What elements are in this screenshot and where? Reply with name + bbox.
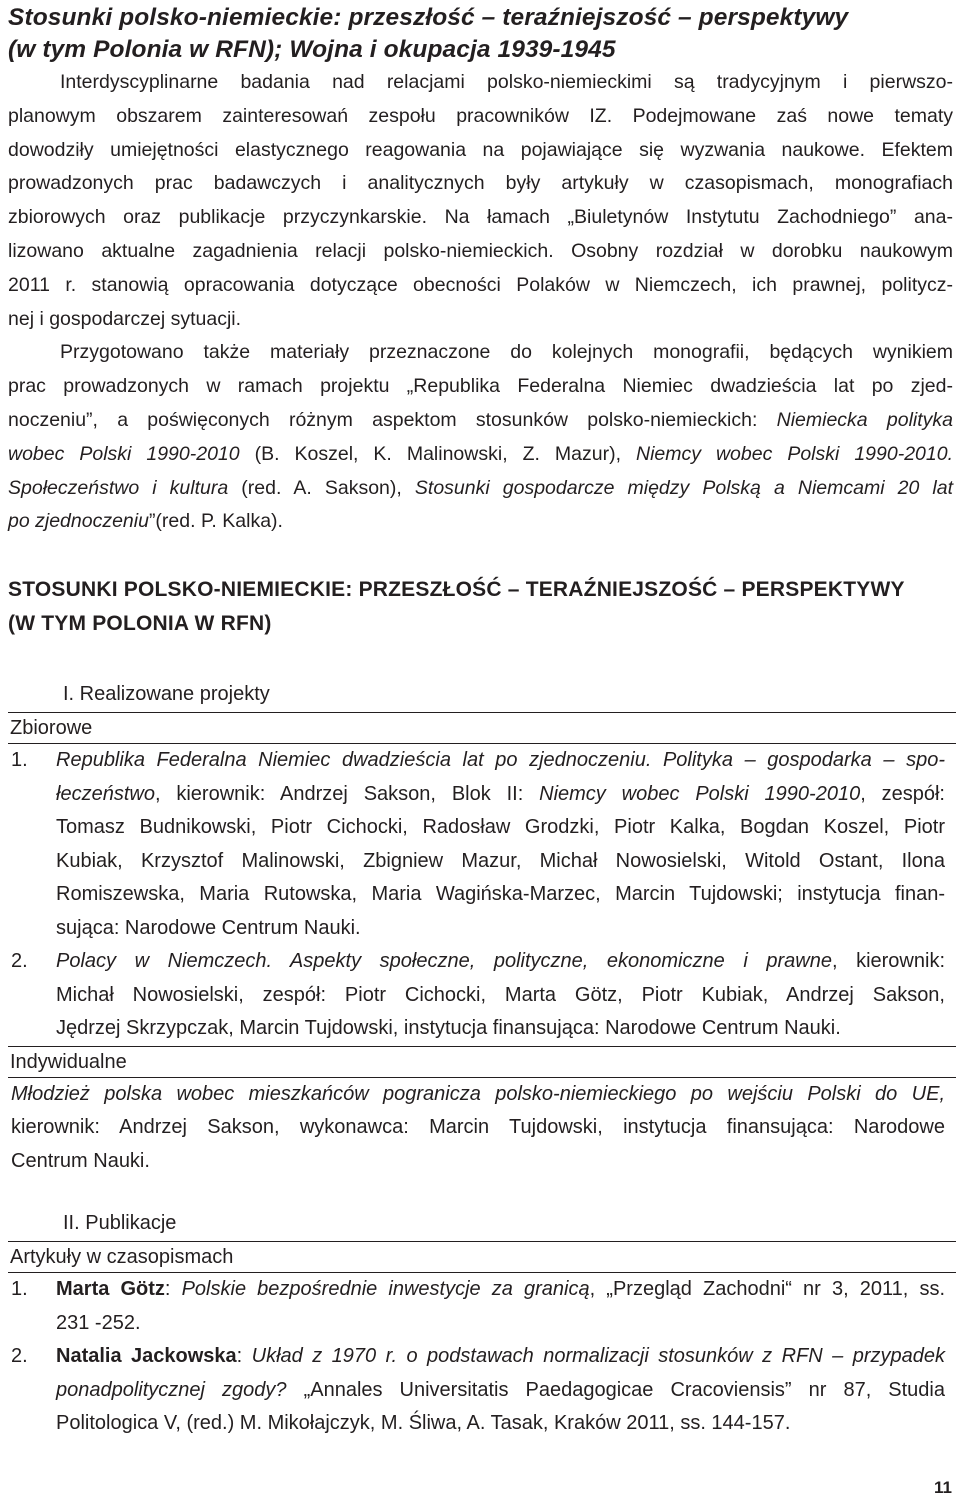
text-line [56, 1374, 945, 1408]
article-title: Układ z 1970 r. o podstawach normalizacji stosunków z RFN – przypadek [251, 1345, 945, 1368]
page-number: 11 [934, 1478, 952, 1497]
block-title: Niemcy wobec Polski 1990-2010 [539, 782, 861, 805]
text-line: Jędrzej Skrzypczak, Marcin Tujdowski, instytucja finansująca: Narodowe Centrum Nauki. [56, 1017, 841, 1040]
text-line: Interdyscyplinarne badania nad relacjami polsko-niemieckimi są tradycyjnym i pierwszo- [60, 71, 953, 93]
text-line: nej i gospodarczej sytuacji. [8, 307, 242, 330]
text-run: (B. Koszel, K. Malinowski, Z. Mazur), [239, 442, 636, 465]
text-line: Politologica V, (red.) M. Mikołajczyk, M. Śliwa, A. Tasak, Kraków 2011, ss. 144-157. [56, 1412, 791, 1435]
text-run: : [236, 1345, 252, 1368]
author-name: Natalia Jackowska [56, 1345, 237, 1368]
text-run: , kierownik: [831, 950, 946, 973]
text-line: Tomasz Budnikowski, Piotr Cichocki, Radosław Grodzki, Piotr Kalka, Bogdan Koszel, Piotr [56, 816, 945, 839]
text-line: sująca: Narodowe Centrum Nauki. [56, 916, 361, 939]
item-number: 1. [11, 1278, 28, 1301]
item-number: 2. [11, 950, 28, 973]
projects-heading: I. Realizowane projekty [63, 683, 270, 706]
text-line [8, 404, 953, 438]
section-heading [8, 573, 953, 641]
page-title [8, 2, 953, 66]
book-title: Społeczeństwo i kultura [8, 476, 229, 499]
collective-projects-label: Zbiorowe [8, 712, 956, 744]
text-line: 231 -252. [56, 1311, 141, 1334]
text-line [56, 744, 945, 778]
articles-label: Artykuły w czasopismach [8, 1241, 956, 1273]
title-line-2: (w tym Polonia w RFN); Wojna i okupacja 1939-1945 [8, 36, 616, 63]
text-line [56, 778, 945, 812]
text-run: , zespół: [860, 782, 945, 805]
individual-projects-label: Indywidualne [8, 1046, 956, 1078]
text-run: „Annales Universitatis Paedagogicae Cracoviensis” nr 87, Studia [286, 1378, 945, 1401]
item-number: 1. [11, 749, 28, 772]
text-line: dowodziły umiejętności elastycznego reagowania na pojawiające się wyzwania naukowe. Efektem [8, 138, 953, 161]
book-title: Niemiecka polityka [776, 408, 953, 431]
article-title: ponadpolitycznej zgody? [56, 1378, 287, 1401]
text-run: ”(red. P. Kalka). [148, 510, 283, 533]
text-run: noczeniu”, a poświęconych różnym aspektom stosunków polsko-niemieckich: [8, 408, 777, 431]
text-run: , kierownik: Andrzej Sakson, Blok II: [154, 782, 540, 805]
author-name: Marta Götz [56, 1278, 165, 1301]
text-line [56, 1340, 945, 1374]
text-line [8, 438, 953, 472]
text-line: planowym obszarem zainteresowań zespołu pracowników IZ. Podejmowane zaś nowe tematy [8, 104, 953, 127]
text-line [56, 1273, 945, 1307]
project-title: łeczeństwo [56, 782, 155, 805]
text-line: zbiorowych oraz publikacje przyczynkarskie. Na łamach „Biuletynów Instytutu Zachodniego” ana- [8, 206, 953, 229]
intro-paragraph-1 [8, 66, 953, 336]
text-line [11, 1078, 945, 1112]
book-title: po zjednoczeniu [8, 510, 149, 533]
publication-item-1 [8, 1273, 953, 1340]
text-run: (red. A. Sakson), [228, 476, 415, 499]
publication-item-2 [8, 1340, 953, 1441]
book-title: Niemcy wobec Polski 1990-2010. [635, 442, 953, 465]
title-line-1: Stosunki polsko-niemieckie: przeszłość – teraźniejszość – perspektywy [8, 4, 849, 31]
project-title: Republika Federalna Niemiec dwadzieścia lat po zjednoczeniu. Polityka – gospodarka – spo- [56, 749, 945, 772]
article-title: Polskie bezpośrednie inwestycje za granicą [181, 1278, 590, 1301]
text-run: : [164, 1278, 182, 1301]
text-line [56, 945, 945, 979]
publications-heading: II. Publikacje [63, 1212, 177, 1235]
text-line [8, 505, 953, 539]
section-heading-line-2: (W TYM POLONIA W RFN) [8, 612, 272, 636]
text-line: lizowano aktualne zagadnienia relacji polsko-niemieckich. Osobny rozdział w dorobku naukowym [8, 239, 953, 262]
text-line: kierownik: Andrzej Sakson, wykonawca: Marcin Tujdowski, instytucja finansująca: Narodowe [11, 1116, 945, 1139]
book-title: Stosunki gospodarcze między Polską a Niemcami 20 lat [414, 476, 953, 499]
individual-project [8, 1078, 953, 1179]
project-title: Polacy w Niemczech. Aspekty społeczne, polityczne, ekonomiczne i prawne [56, 950, 832, 973]
text-line: 2011 r. stanowią opracowania dotyczące obecności Polaków w Niemczech, ich prawnej, politycz- [8, 273, 953, 296]
text-line: Romiszewska, Maria Rutowska, Maria Wagińska-Marzec, Marcin Tujdowski; instytucja finan- [56, 883, 945, 906]
text-line: Centrum Nauki. [11, 1149, 150, 1172]
project-item-1 [8, 744, 953, 945]
book-title: wobec Polski 1990-2010 [8, 442, 240, 465]
intro-paragraph-2 [8, 336, 953, 539]
text-line: prac prowadzonych w ramach projektu „Republika Federalna Niemiec dwadzieścia lat po zjed- [8, 375, 953, 398]
text-line: prowadzonych prac badawczych i analitycznych były artykuły w czasopismach, monografiach [8, 172, 953, 195]
text-line: Przygotowano także materiały przeznaczone do kolejnych monografii, będących wynikiem [60, 341, 953, 364]
text-line: Kubiak, Krzysztof Malinowski, Zbigniew Mazur, Michał Nowosielski, Witold Ostant, Ilona [56, 849, 945, 872]
item-number: 2. [11, 1345, 28, 1368]
text-line: Michał Nowosielski, zespół: Piotr Cichocki, Marta Götz, Piotr Kubiak, Andrzej Sakson, [56, 983, 945, 1006]
text-run: , „Przegląd Zachodni“ nr 3, 2011, ss. [589, 1278, 945, 1301]
text-line [8, 472, 953, 506]
project-item-2 [8, 945, 953, 1046]
project-title: Młodzież polska wobec mieszkańców pogranicza polsko-niemieckiego po wejściu Polski do UE, [11, 1082, 945, 1105]
document-page [8, 0, 953, 1441]
section-heading-line-1: STOSUNKI POLSKO-NIEMIECKIE: PRZESZŁOŚĆ – TERAŹNIEJSZOŚĆ – PERSPEKTYWY [8, 578, 905, 602]
